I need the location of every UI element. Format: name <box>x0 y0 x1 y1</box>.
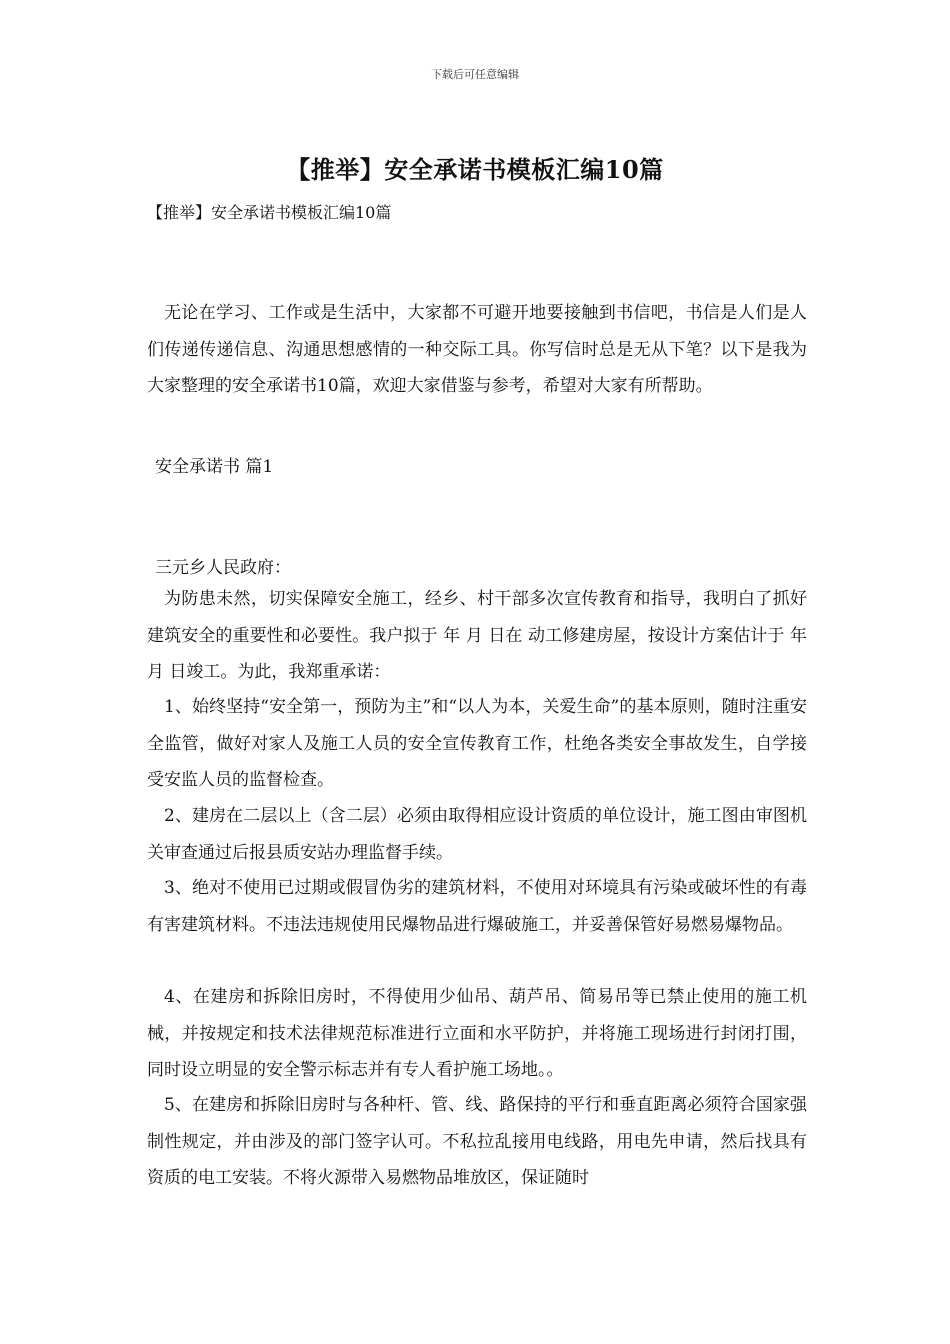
intro-paragraph: 无论在学习、工作或是生活中，大家都不可避开地要接触到书信吧，书信是人们是人们传递传递信息、沟通思想感情的一种交际工具。你写信时总是无从下笔？以下是我为大家整理的安全承诺书10篇，欢迎大家借鉴与参考，希望对大家有所帮助。 <box>147 303 807 396</box>
list-item: 2、建房在二层以上（含二层）必须由取得相应设计资质的单位设计，施工图由审图机关审查通过后报县质安站办理监督手续。 <box>147 806 807 863</box>
preface-paragraph: 为防患未然，切实保障安全施工，经乡、村干部多次宣传教育和指导，我明白了抓好建筑安全的重要性和必要性。我户拟于 年 月 日在 动工修建房屋，按设计方案估计于 年 月 日竣工。为此，我郑重承诺： <box>147 589 807 682</box>
salutation: 三元乡人民政府： <box>155 558 291 578</box>
header-note: 下载后可任意编辑 <box>431 68 519 81</box>
list-item: 5、在建房和拆除旧房时与各种杆、管、线、路保持的平行和垂直距离必须符合国家强制性规定，并由涉及的部门签字认可。不私拉乱接用电线路，用电先申请，然后找具有资质的电工安装。不将火源带入易燃物品堆放区，保证随时 <box>147 1095 807 1188</box>
section-heading: 安全承诺书 篇1 <box>155 457 274 477</box>
list-item: 4、在建房和拆除旧房时，不得使用少仙吊、葫芦吊、简易吊等已禁止使用的施工机械，并按规定和技术法律规范标准进行立面和水平防护，并将施工现场进行封闭打围，同时设立明显的安全警示标志并有专人看护施工场地。。 <box>147 987 807 1080</box>
list-item: 1、始终坚持“安全第一，预防为主”和“以人为本，关爱生命”的基本原则，随时注重安全监管，做好对家人及施工人员的安全宣传教育工作，杜绝各类安全事故发生，自学接受安监人员的监督检查。 <box>147 697 807 790</box>
list-item: 3、绝对不使用已过期或假冒伪劣的建筑材料，不使用对环境具有污染或破坏性的有毒有害建筑材料。不违法违规使用民爆物品进行爆破施工，并妥善保管好易燃易爆物品。 <box>147 878 807 935</box>
document-subtitle: 【推举】安全承诺书模板汇编10篇 <box>147 203 392 222</box>
document-title: 【推举】安全承诺书模板汇编10篇 <box>286 155 664 184</box>
